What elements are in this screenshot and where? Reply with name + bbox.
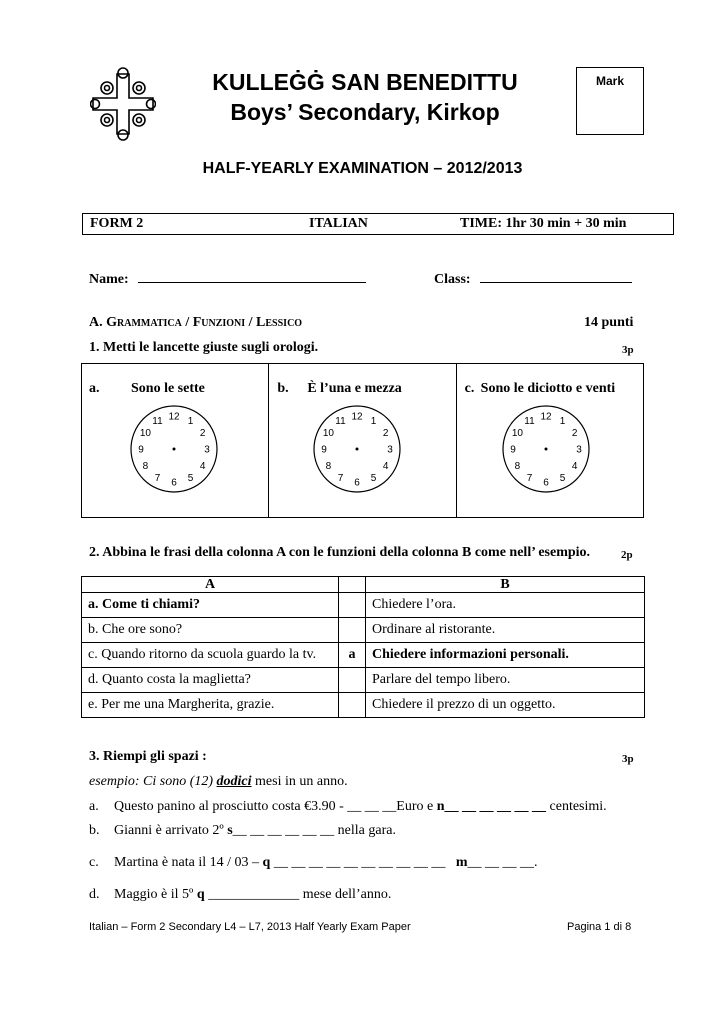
clock-face[interactable]: [129, 404, 219, 494]
clock-face[interactable]: [501, 404, 591, 494]
q3-points: 3p: [622, 753, 634, 765]
clock-cell-c: c. Sono le diciotto e venti 12 1 2 3 4 5 6 7 8 9 10 11: [456, 364, 643, 518]
table-row: a. Come ti chiami? Chiedere l’ora.: [82, 593, 645, 618]
clock-number: 1: [559, 415, 565, 427]
footer-page: Pagina 1 di 8: [567, 921, 632, 933]
clock-number: 3: [204, 444, 210, 456]
class-field: [434, 268, 632, 288]
school-logo: [90, 66, 156, 142]
school-subtitle: Boys’ Secondary, Kirkop: [230, 99, 500, 125]
clock-number: 5: [371, 473, 377, 485]
mark-label: Mark: [595, 74, 624, 88]
clock-number: 9: [138, 444, 144, 456]
q2-points: 2p: [621, 549, 633, 561]
match-cell[interactable]: [339, 618, 366, 643]
q3-prompt: 3. Riempi gli spazi :: [89, 749, 207, 764]
clock-number: 6: [171, 477, 177, 489]
example-answer: dodici: [216, 774, 252, 789]
q3-item-a: a. Questo panino al prosciutto costa €3.90 - __ __ __Euro e n__ __ __ __ __ __ centesimi.: [89, 799, 607, 814]
clock-number: 1: [187, 415, 194, 427]
mark-box: [576, 67, 644, 135]
section-a-points: 14 punti: [584, 315, 634, 330]
clock-number: 12: [351, 411, 363, 423]
clock-number: 11: [523, 415, 535, 427]
clock-number: 2: [199, 428, 206, 439]
col-a-header: A: [82, 577, 339, 593]
clock-number: 10: [511, 428, 523, 439]
clock-number: 8: [514, 461, 520, 472]
name-label: Name:: [89, 272, 129, 287]
q3-example: esempio: Ci sono (12) dodici mesi in un anno.: [89, 774, 348, 789]
clock-number: 10: [139, 428, 151, 439]
clock-number: 7: [154, 473, 161, 485]
clock-number: 12: [168, 411, 180, 423]
q1-points: 3p: [622, 344, 634, 356]
clock-number: 2: [571, 428, 578, 439]
clock-number: 9: [509, 444, 516, 456]
q3-item-c: c. Martina è nata il 14 / 03 – q __ __ __ __ __ __ __ __ __ __ m__ __ __ __.: [89, 855, 538, 870]
table-row: b. Che ore sono? Ordinare al ristorante.: [82, 618, 645, 643]
clock-number: 8: [142, 461, 149, 472]
footer-left: Italian – Form 2 Secondary L4 – L7, 2013 Half Yearly Exam Paper: [89, 921, 411, 933]
clock-number: 9: [321, 444, 328, 456]
col-match-header: [339, 577, 366, 593]
match-cell[interactable]: [339, 593, 366, 618]
clock-number: 2: [383, 428, 389, 439]
table-row: c. Quando ritorno da scuola guardo la tv. a Chiedere informazioni personali.: [82, 643, 645, 668]
col-b-header: B: [366, 577, 645, 593]
form-bar: [82, 213, 674, 235]
q2-prompt: 2. Abbina le frasi della colonna A con le funzioni della colonna B come nell’ esempio.: [89, 545, 591, 560]
time-label: TIME: 1hr 30 min + 30 min: [460, 216, 627, 231]
clock-number: 11: [152, 415, 163, 427]
section-a-title: A. Grammatica / Funzioni / Lessico: [89, 315, 303, 330]
clock-center: [173, 448, 176, 451]
clock-number: 4: [571, 461, 578, 472]
clock-number: 5: [559, 473, 565, 485]
clock-center: [544, 448, 547, 451]
clock-number: 12: [540, 411, 552, 423]
exam-title: HALF-YEARLY EXAMINATION – 2012/2013: [202, 160, 523, 177]
form-label: FORM 2: [90, 216, 144, 231]
clocks-table: [81, 363, 644, 518]
clock-center: [356, 448, 359, 451]
clock-cell-b: b. È l’una e mezza 12 1 2 3 4 5 6 7 8 9 10 11: [269, 364, 456, 518]
match-cell[interactable]: [339, 693, 366, 718]
clock-number: 5: [187, 473, 194, 485]
match-cell[interactable]: a: [339, 643, 366, 668]
clock-face[interactable]: [312, 404, 402, 494]
q3-item-d: d. Maggio è il 5º q _____________ mese dell’anno.: [89, 887, 392, 902]
table-row: d. Quanto costa la maglietta? Parlare del tempo libero.: [82, 668, 645, 693]
clock-number: 7: [526, 473, 532, 485]
clock-number: 6: [542, 477, 549, 489]
clock-number: 4: [199, 461, 206, 472]
clock-number: 10: [323, 428, 335, 439]
clock-number: 3: [387, 444, 394, 456]
table-row: e. Per me una Margherita, grazie. Chiedere il prezzo di un oggetto.: [82, 693, 645, 718]
q1-prompt: 1. Metti le lancette giuste sugli orologi.: [89, 340, 319, 355]
clock-number: 4: [383, 461, 389, 472]
clock-number: 3: [575, 444, 582, 456]
clock-number: 1: [371, 415, 377, 427]
matching-table: [81, 576, 645, 718]
class-input-line[interactable]: [480, 268, 632, 283]
name-input-line[interactable]: [138, 268, 366, 283]
q3-item-b: b. Gianni è arrivato 2º s__ __ __ __ __ __ nella gara.: [89, 823, 396, 838]
clock-number: 6: [354, 477, 361, 489]
match-cell[interactable]: [339, 668, 366, 693]
name-field: [89, 268, 366, 288]
school-name: KULLEĠĠ SAN BENEDITTU: [212, 69, 518, 95]
clock-number: 8: [325, 461, 332, 472]
clock-number: 11: [335, 415, 347, 427]
clock-number: 7: [338, 473, 344, 485]
subject-label: ITALIAN: [309, 216, 368, 231]
class-label: Class:: [434, 272, 471, 287]
clock-cell-a: a. Sono le sette 12 1 2 3 4 5 6 7 8 9 10 11: [82, 364, 269, 518]
